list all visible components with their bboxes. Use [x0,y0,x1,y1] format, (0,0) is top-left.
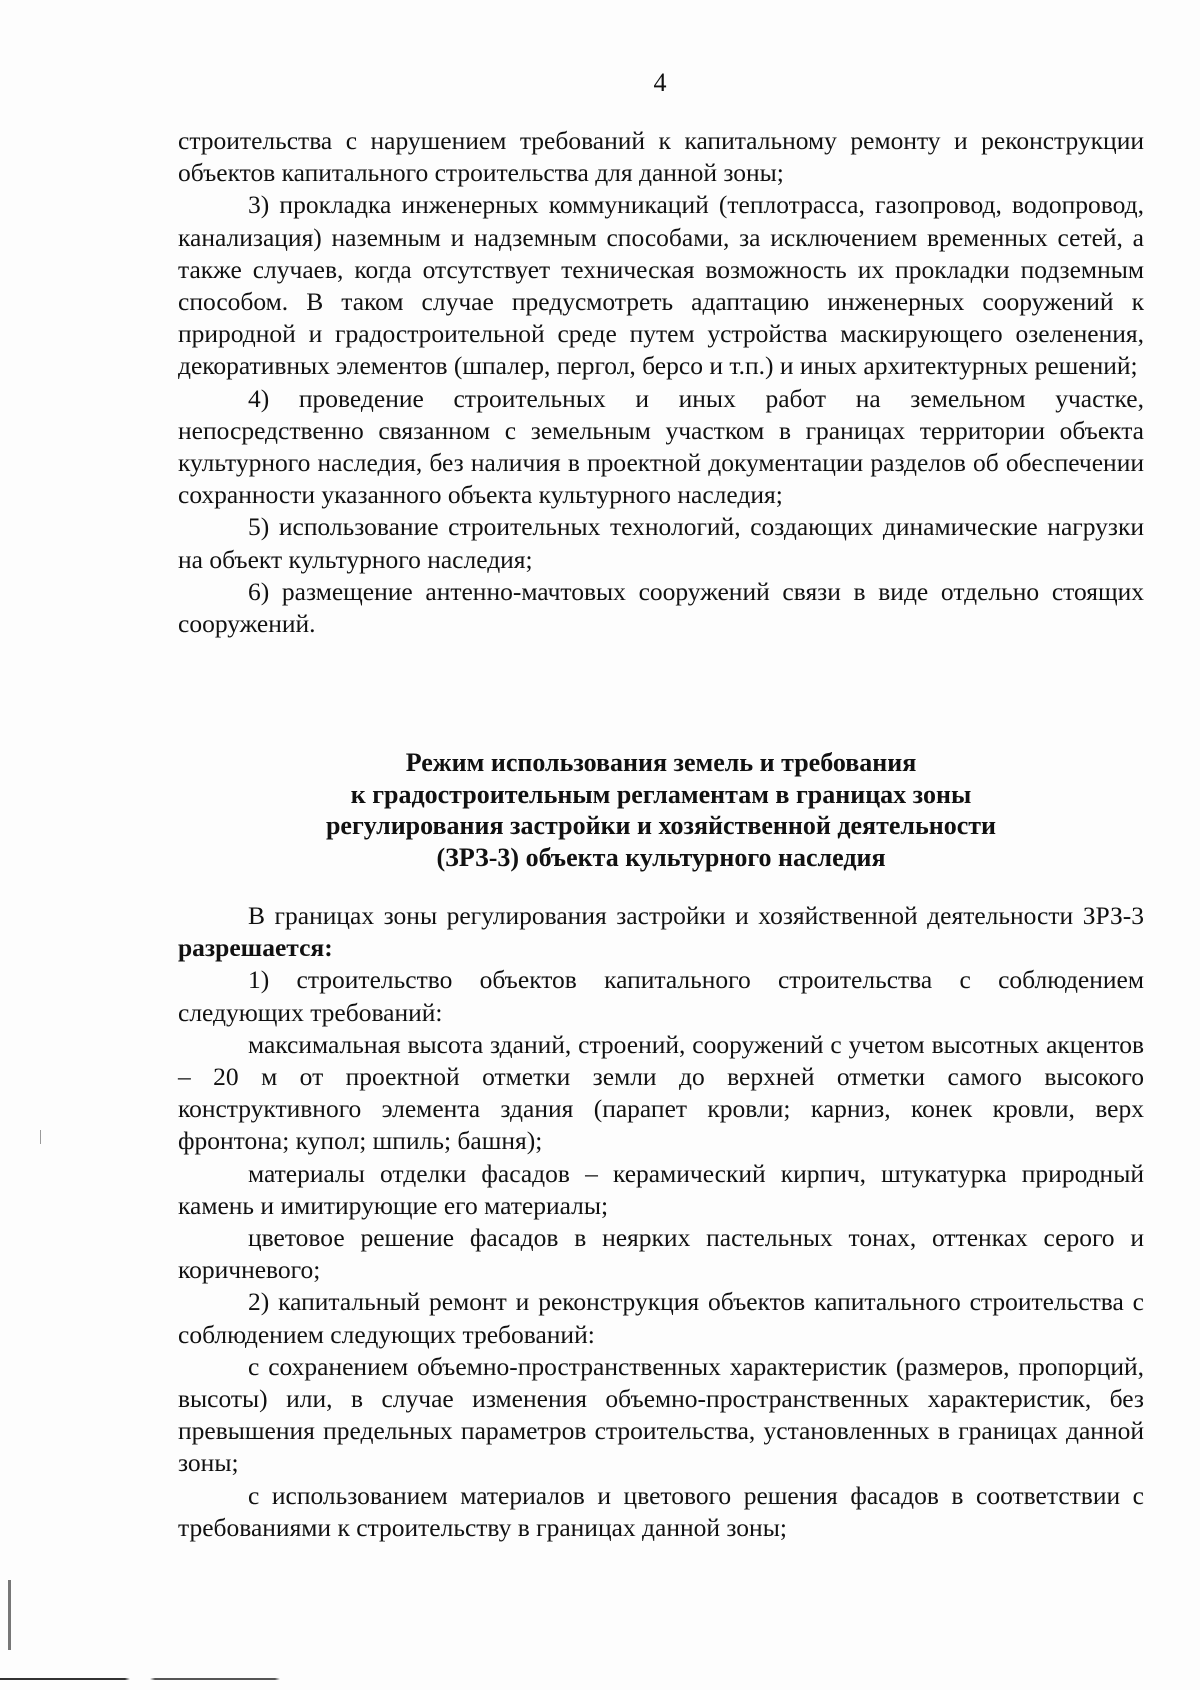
heading-line-1: Режим использования земель и требования [405,748,917,777]
requirement-materials-colors: с использованием материалов и цветового решения фасадов в соответствии с требованиями к строительству в границах данной зоны; [178,1480,1144,1542]
requirement-preservation: с сохранением объемно-пространственных характеристик (размеров, пропорций, высоты) или, в случае изменения объемно-пространственных характеристик, без превышения предельных параметров строительства, установленных в границах данной зоны; [178,1351,1144,1478]
section-heading [178,747,1144,873]
heading-line-3: регулирования застройки и хозяйственной деятельности [325,811,997,840]
allowed-item-2: 2) капитальный ремонт и реконструкция объектов капитального строительства с соблюдением следующих требований: [178,1287,1144,1349]
requirement-height: максимальная высота зданий, строений, сооружений с учетом высотных акцентов – 20 м от проектной отметки земли до верхней отметки самого высокого конструктивного элемента здания (парапет кровли; карниз, конек кровли, верх фронтона; купол; шпиль; башня); [178,1029,1144,1156]
requirement-materials: материалы отделки фасадов – керамический кирпич, штукатурка природный камень и имитирующие его материалы; [178,1158,1144,1220]
list-item-3: 3) прокладка инженерных коммуникаций (теплотрасса, газопровод, водопровод, канализация) наземным и надземным способами, за исключением временных сетей, а также случаев, когда отсутствует техническая возможность их прокладки подземным способом. В таком случае предусмотреть адаптацию инженерных сооружений к природной и градостроительной среде путем устройства маскирующего озеленения, декоративных элементов (шпалер, пергол, берсо и т.п.) и иных архитектурных решений; [178,190,1144,381]
intro-bold-text: разрешается: [178,933,333,963]
bottom-text-block [178,900,1144,1544]
list-item-6: 6) размещение антенно-мачтовых сооружений связи в виде отдельно стоящих сооружений. [178,576,1144,639]
paragraph-continuation: строительства с нарушением требований к капитальному ремонту и реконструкции объектов капитального строительства для данной зоны; [178,126,1144,188]
heading-line-2: к градостроительным регламентам в границах зоны [350,779,972,809]
top-text-block [178,125,1144,640]
list-item-5: 5) использование строительных технологий, создающих динамические нагрузки на объект культурного наследия; [178,512,1144,574]
list-item-4: 4) проведение строительных и иных работ на земельном участке, непосредственно связанном с земельным участком в границах территории объекта культурного наследия, без наличия в проектной документации разделов об обеспечении сохранности указанного объекта культурного наследия; [178,383,1144,510]
scan-binding-line [8,1580,11,1650]
heading-line-4: (ЗРЗ-3) объекта культурного наследия [436,842,886,872]
intro-paragraph [178,900,1144,964]
scan-margin-mark [40,1130,41,1144]
requirement-color: цветовое решение фасадов в неярких пастельных тонах, оттенках серого и коричневого; [178,1223,1144,1285]
page-number: 4 [653,68,667,97]
intro-text: В границах зоны регулирования застройки и хозяйственной деятельности ЗРЗ-3 [248,901,1144,930]
scan-bottom-edge [0,1678,500,1680]
allowed-item-1: 1) строительство объектов капитального строительства с соблюдением следующих требований: [178,965,1144,1027]
